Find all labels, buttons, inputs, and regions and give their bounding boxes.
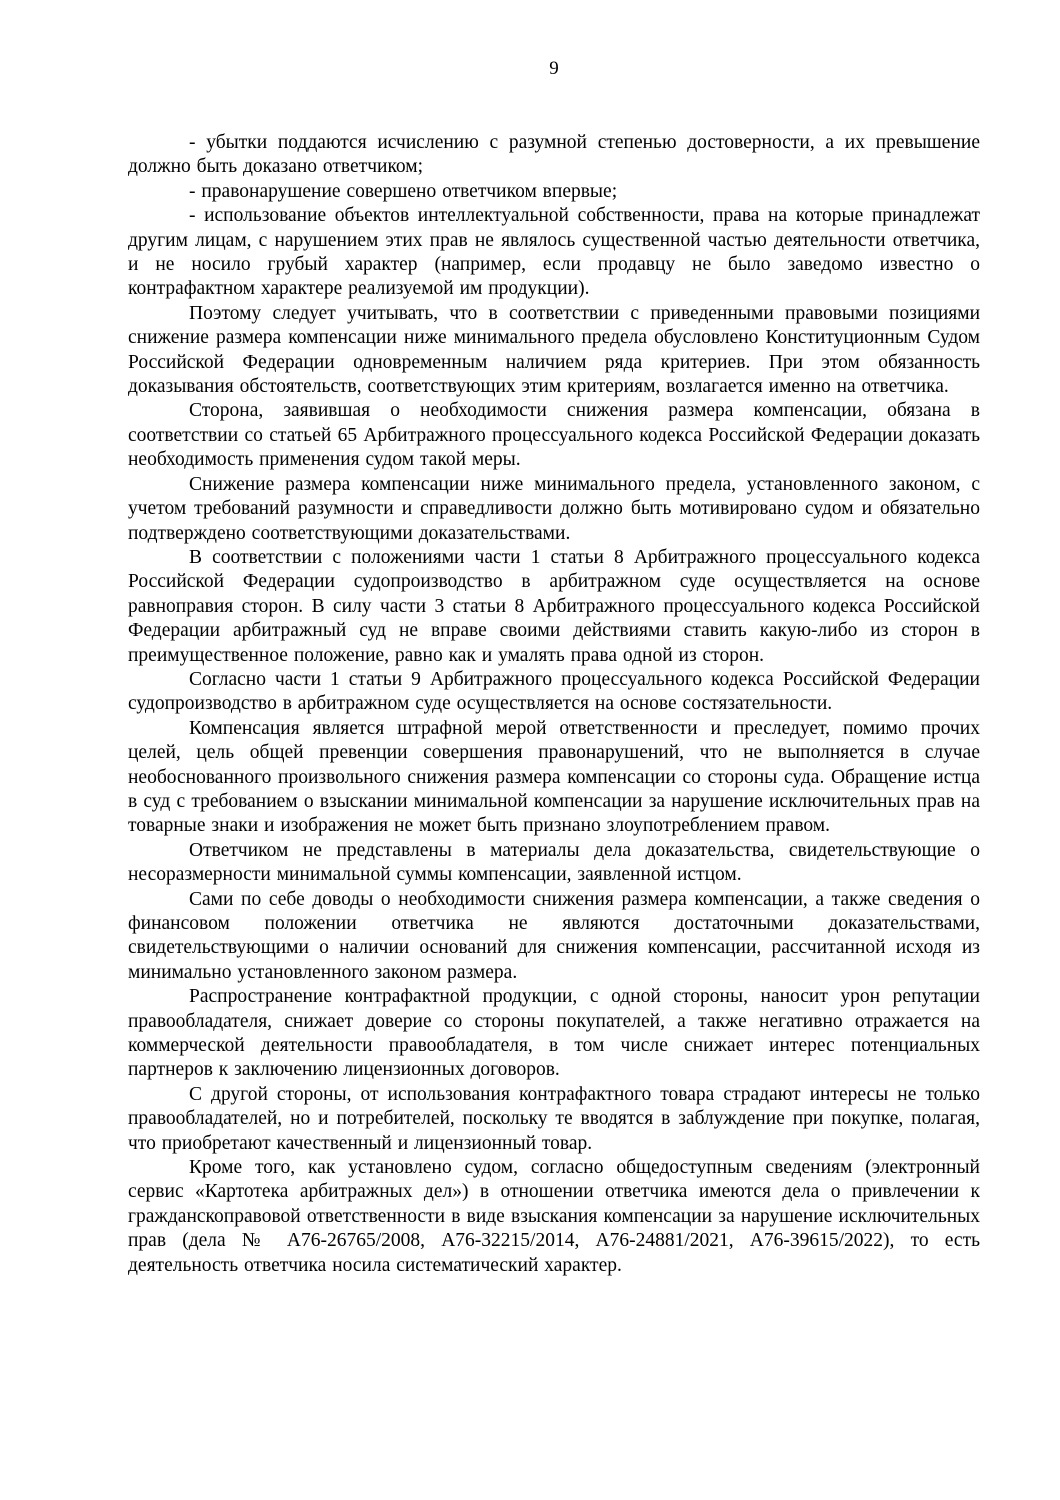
paragraph: Распространение контрафактной продукции, с одной стороны, наносит урон репутации правообладателя, снижает доверие со стороны покупателей, а также негативно отражается на коммерческой деятельности правообладателя, в том числе снижает интерес потенциальных партнеров к заключению лицензионных договоров. xyxy=(128,986,980,1081)
paragraph: - убытки поддаются исчислению с разумной степенью достоверности, а их превышение должно быть доказано ответчиком; xyxy=(128,132,980,178)
paragraph: - правонарушение совершено ответчиком впервые; xyxy=(189,180,618,202)
document-body-text xyxy=(128,131,980,1278)
paragraph: - использование объектов интеллектуальной собственности, права на которые принадлежат другим лицам, с нарушением этих прав не являлось существенной частью деятельности ответчика, и не носило грубый характер (например, если продавцу не было заведомо известно о контрафактном характере реализуемой им продукции). xyxy=(128,205,980,300)
paragraph: Поэтому следует учитывать, что в соответствии с приведенными правовыми позициями снижение размера компенсации ниже минимального предела обусловлено Конституционным Судом Российской Федерации одновременным наличием ряда критериев. При этом обязанность доказывания обстоятельств, соответствующих этим критериям, возлагается именно на ответчика. xyxy=(128,302,980,398)
paragraph: Сторона, заявившая о необходимости снижения размера компенсации, обязана в соответствии со статьей 65 Арбитражного процессуального кодекса Российской Федерации доказать необходимость применения судом такой меры. xyxy=(128,400,980,471)
page-number: 9 xyxy=(549,58,559,79)
paragraph: В соответствии с положениями части 1 статьи 8 Арбитражного процессуального кодекса Российской Федерации судопроизводство в арбитражном суде осуществляется на основе равноправия сторон. В силу части 3 статьи 8 Арбитражного процессуального кодекса Российской Федерации арбитражный суд не вправе своими действиями ставить какую-либо из сторон в преимущественное положение, равно как и умалять права одной из сторон. xyxy=(128,546,980,666)
paragraph: Компенсация является штрафной мерой ответственности и преследует, помимо прочих целей, цель общей превенции совершения правонарушений, что не выполняется в случае необоснованного произвольного снижения размера компенсации со стороны суда. Обращение истца в суд с требованием о взыскании минимальной компенсации за нарушение исключительных прав на товарные знаки и изображения не может быть признано злоупотреблением правом. xyxy=(128,717,980,837)
paragraph: Сами по себе доводы о необходимости снижения размера компенсации, а также сведения о финансовом положении ответчика не являются достаточными доказательствами, свидетельствующими о наличии оснований для снижения компенсации, рассчитанной исходя из минимально установленного законом размера. xyxy=(128,888,980,983)
paragraph: Ответчиком не представлены в материалы дела доказательства, свидетельствующие о несоразмерности минимальной суммы компенсации, заявленной истцом. xyxy=(128,839,980,886)
paragraph: Снижение размера компенсации ниже минимального предела, установленного законом, с учетом требований разумности и справедливости должно быть мотивировано судом и обязательно подтверждено соответствующими доказательствами. xyxy=(128,473,980,544)
paragraph: Кроме того, как установлено судом, согласно общедоступным сведениям (электронный сервис «Картотека арбитражных дел») в отношении ответчика имеются дела о привлечении к гражданскоправовой ответственности в виде взыскания компенсации за нарушение исключительных прав (дела № А76-26765/2008, А76-32215/2014, А76-24881/2021, А76-39615/2022), то есть деятельность ответчика носила систематический характер. xyxy=(128,1157,980,1276)
paragraph: Согласно части 1 статьи 9 Арбитражного процессуального кодекса Российской Федерации судопроизводство в арбитражном суде осуществляется на основе состязательности. xyxy=(128,668,980,715)
paragraph: С другой стороны, от использования контрафактного товара страдают интересы не только правообладателей, но и потребителей, поскольку те вводятся в заблуждение при покупке, полагая, что приобретают качественный и лицензионный товар. xyxy=(128,1083,980,1154)
